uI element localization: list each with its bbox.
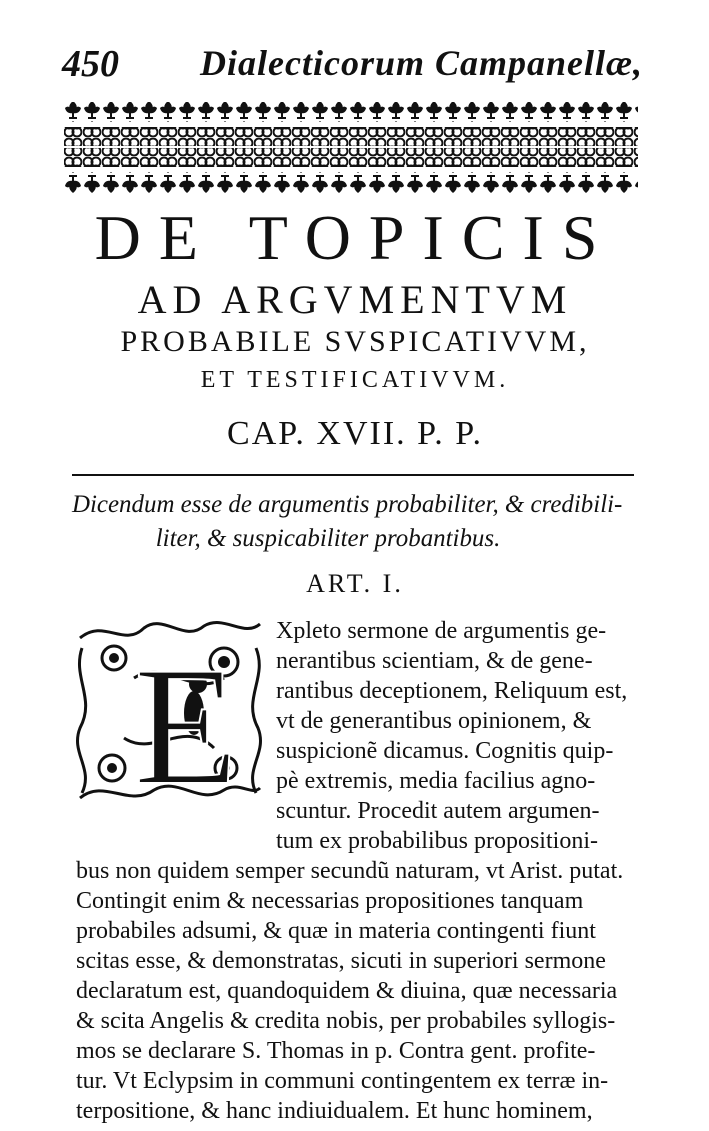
title-line-1: DE TOPICIS <box>94 202 616 273</box>
title-line-2: AD ARGVMENTVM <box>137 277 573 322</box>
decorated-drop-cap <box>74 618 264 808</box>
text-line: scuntur. Procedit autem argumen- <box>276 798 600 824</box>
text-line: bus non quidem semper secundũ naturam, vt Arist. putat. <box>76 858 624 884</box>
text-line: scitas esse, & demonstratas, sicuti in superiori sermone <box>76 948 606 974</box>
text-line: terpositione, & hanc indiuidualem. Et hunc hominem, <box>76 1098 593 1124</box>
text-line: nerantibus scientiam, & de gene- <box>276 648 593 674</box>
text-line: pè extremis, media facilius agno- <box>276 768 596 794</box>
text-line: tum ex probabilibus propositioni- <box>276 828 598 854</box>
text-line: suspicionẽ dicamus. Cognitis quip- <box>276 738 614 764</box>
text-line: declaratum est, quandoquidem & diuina, quæ necessaria <box>76 978 618 1004</box>
text-line: vt de generantibus opinionem, & <box>276 708 592 734</box>
text-line: rantibus deceptionem, Reliquum est, <box>276 678 628 704</box>
drop-cap-letter: E <box>134 632 238 808</box>
summary-line: liter, & suspicabiliter probantibus. <box>155 525 501 552</box>
text-line: tur. Vt Eclypsim in communi contingentem ex terræ in- <box>76 1068 609 1094</box>
text-line: Xpleto sermone de argumentis ge- <box>276 618 607 644</box>
text-line: mos se declarare S. Thomas in p. Contra gent. profite- <box>76 1038 596 1064</box>
chapter-summary <box>72 488 652 556</box>
title-line-4: ET TESTIFICATIVVM. <box>200 367 510 393</box>
page-number: 450 <box>62 43 119 85</box>
running-head: Dialecticorum Campanellæ, <box>200 43 643 83</box>
article-heading: ART. I. <box>306 569 404 598</box>
text-line: & scita Angelis & credita nobis, per probabiles syllogis- <box>76 1008 616 1034</box>
text-line: probabiles adsumi, & quæ in materia contingenti fiunt <box>76 918 596 944</box>
title-line-3: PROBABILE SVSPICATIVVM, <box>120 325 590 358</box>
chapter-heading: CAP. XVII. P. P. <box>227 415 483 452</box>
horizontal-rule <box>72 474 634 476</box>
fleuron-ornament-band <box>64 100 638 196</box>
text-line: Contingit enim & necessarias propositiones tanquam <box>76 888 584 914</box>
page-header <box>62 42 662 88</box>
summary-line: Dicendum esse de argumentis probabiliter, & credibili- <box>72 491 623 518</box>
